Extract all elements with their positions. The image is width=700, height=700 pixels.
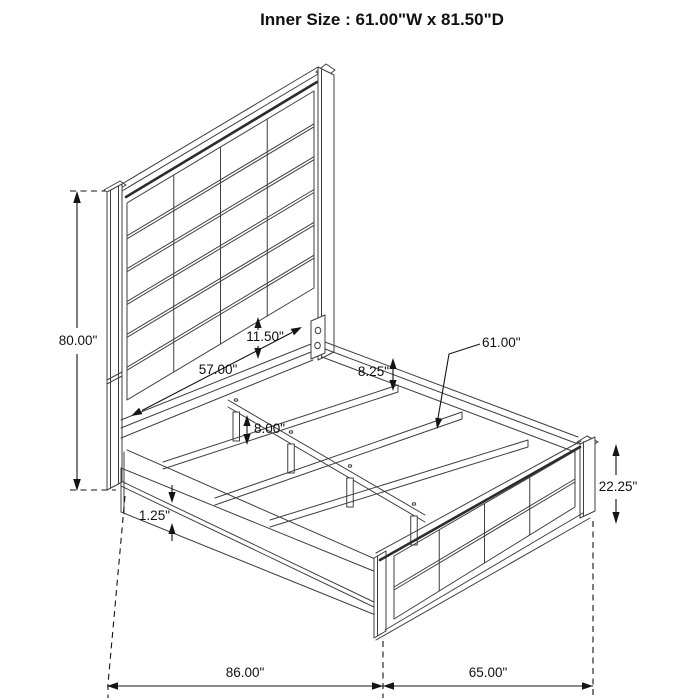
dim-headboard-clearance-label: 11.50": [246, 329, 284, 344]
page-title: Inner Size : 61.00"W x 81.50"D: [260, 10, 504, 29]
dim-overall-width-label: 65.00": [468, 665, 508, 680]
dim-rail-height-label: 8.25": [357, 364, 389, 379]
dim-slat-width: [435, 335, 520, 429]
headboard-left-post: [107, 184, 122, 490]
dim-headboard-clearance: [246, 317, 284, 359]
slat: [270, 440, 528, 527]
footboard-right-post: [580, 437, 595, 518]
extension-line-left: [108, 496, 125, 684]
support-leg: [288, 444, 295, 473]
footboard-left-post: [374, 551, 386, 638]
dim-rail-trim-label: 1.25": [138, 508, 170, 523]
footboard: [374, 436, 598, 640]
dim-footboard-height: [599, 444, 638, 524]
slat: [215, 412, 462, 505]
dim-rail-height: [358, 358, 397, 391]
dim-rail-trim: [139, 485, 176, 541]
dim-support-leg-height-label: 8.00": [254, 421, 286, 436]
left-side-rail-trim: [121, 481, 376, 608]
support-leg: [233, 412, 240, 441]
headboard-right-post: [318, 67, 334, 360]
footboard-top-rail: [380, 447, 580, 560]
dim-overall-depth-label: 86.00": [225, 665, 265, 680]
dim-footboard-height-label: 22.25": [598, 479, 638, 494]
dim-overall-depth: [107, 665, 383, 690]
cross-slats: [163, 385, 528, 527]
footboard-tufted-panel-grid: [394, 451, 575, 619]
dim-overall-height-label: 80.00": [58, 333, 98, 348]
headboard: [104, 64, 335, 490]
left-side-rail: [121, 450, 382, 616]
dim-headboard-panel-width-label: 57.00": [198, 362, 238, 377]
footboard-bottom-edge: [376, 513, 590, 640]
headboard-bracket: [311, 315, 325, 359]
dim-slat-width-label: 61.00": [482, 335, 521, 350]
dim-overall-width: [383, 665, 593, 690]
